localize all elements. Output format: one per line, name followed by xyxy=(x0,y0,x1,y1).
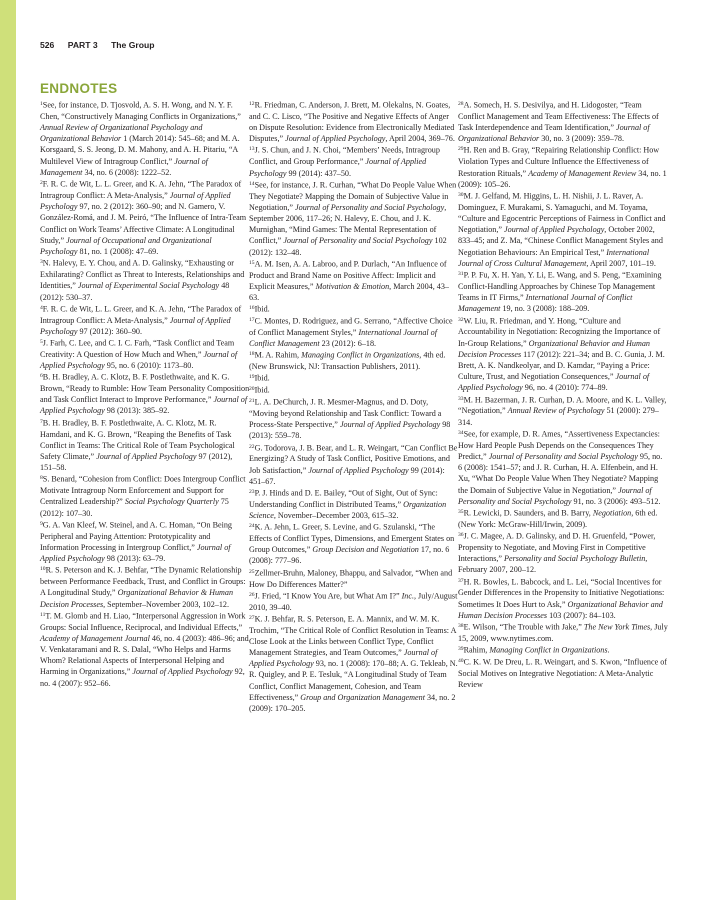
endnote xyxy=(458,144,668,189)
citation-text: F. R. C. de Wit, L. L. Greer, and K. A. Jehn, “The Paradox of Intragroup Conflict: A Meta-Analysis,” xyxy=(40,304,242,325)
citation-text: 1 (March 2014): 545–68; and M. A. Korsgaard, S. S. Jeong, D. M. Mahony, and A. H. Pitariu, “A Multilevel View of Intragroup Conflict,” xyxy=(40,134,240,166)
accent-bar xyxy=(0,0,16,900)
citation-title: Journal of Applied Psychology xyxy=(40,395,248,416)
citation-title: Journal of Applied Psychology xyxy=(96,451,197,461)
citation-text: J. Farh, C. Lee, and C. I. C. Farh, “Task Conflict and Team Creativity: A Question of How Much and When,” xyxy=(40,338,235,359)
citation-text: R. Friedman, C. Anderson, J. Brett, M. Olekalns, N. Goates, and C. C. Lisco, “The Positive and Negative Effects of Anger on Dispute Resolution: Evidence from Electronically Mediated Disputes,” xyxy=(249,100,455,144)
citation-text: 34, no. 2 (2009): 170–205. xyxy=(249,692,456,714)
endnote-number: 25 xyxy=(249,568,255,575)
citation-text: 46, no. 4 (2003): 486–96; and V. Venkataramani and R. S. Dalal, “Who Helps and Harms Whom? Relational Aspects of Interpersonal Helping and Harming in Organizations,” xyxy=(40,633,249,677)
endnote xyxy=(458,315,668,394)
citation-text: 97 (2012), 151–58. xyxy=(40,451,233,473)
page-number: 526 xyxy=(40,40,55,50)
running-header xyxy=(40,40,166,50)
citation-title: Journal of Applied Psychology xyxy=(308,465,409,475)
citation-text: K. J. Behfar, R. S. Peterson, E. A. Mannix, and W. M. K. Trochim, “The Critical Role of Conflict Resolution in Teams: A Close Look at the Links between Conflict Type, Conflict Management Strategies, and Team Outcomes,” xyxy=(249,614,457,657)
endnote xyxy=(249,384,459,396)
citation-text: Zellmer-Bruhn, Maloney, Bhappu, and Salvador, “When and How Do Differences Matter?” xyxy=(249,568,453,589)
endnote xyxy=(249,396,459,441)
endnote xyxy=(249,590,459,613)
citation-title: Organizational Behavior & Human Decision Processes xyxy=(40,588,234,609)
citation-title: Journal of Occupational and Organizational Psychology xyxy=(40,235,212,257)
citation-text: , 4th ed. (New Brunswick, NJ: Transaction Publishers, 2011). xyxy=(249,350,446,372)
endnote xyxy=(458,269,668,314)
citation-text: B. H. Bradley, B. F. Postlethwaite, A. C. Klotz, M. R. Hamdani, and K. G. Brown, “Reaping the Benefits of Task Conflict in Teams: The Critical Role of Team Psychological Safety Climate,” xyxy=(40,418,235,461)
endnote xyxy=(40,610,250,689)
endnote-number: 15 xyxy=(249,259,255,266)
endnote-number: 35 xyxy=(458,509,464,516)
endnote xyxy=(249,144,459,178)
citation-text: P. J. Hinds and D. E. Bailey, “Out of Sight, Out of Sync: Understanding Conflict in Distributed Teams,” xyxy=(249,488,438,509)
citation-title: Annual Review of Organizational Psychology and Organizational Behavior xyxy=(40,123,203,144)
endnote-number: 1 xyxy=(40,101,43,107)
endnote-number: 16 xyxy=(249,305,255,312)
citation-title: Journal of Personality and Social Psychology xyxy=(295,202,445,212)
citation-text: 117 (2012): 221–34; and B. C. Gunia, J. M. Brett, A. K. Nandkeolyar, and D. Kamdar, “Paying a Price: Culture, Trust, and Negotiation Consequences,” xyxy=(458,349,665,382)
endnote-number: 21 xyxy=(249,398,255,405)
citation-title: International Journal of Conflict Management xyxy=(458,293,633,314)
citation-title: Journal of Applied Psychology xyxy=(285,134,386,144)
citation-text: , July/August 2010, 39–40. xyxy=(249,591,458,612)
citation-text: 34, no. 6 (2008): 1222–52. xyxy=(82,167,172,177)
endnote-number: 20 xyxy=(249,386,255,393)
citation-text: See, for instance, J. R. Curhan, “What Do People Value When They Negotiate? Mapping the Domain of Subjective Value in Negotiation,” xyxy=(249,180,457,212)
citation-title: Journal of Applied Psychology xyxy=(249,648,438,669)
endnote xyxy=(249,521,459,566)
endnote xyxy=(458,99,668,144)
citation-text: , 6th ed. (New York: McGraw-Hill/Irwin, 2009). xyxy=(458,508,658,529)
endnote xyxy=(40,417,250,474)
endnote-number: 18 xyxy=(249,351,255,358)
citation-text: M. J. Gelfand, M. Higgins, L. H. Nishii, J. L. Raver, A. Dominguez, F. Murakami, S. Yamaguchi, and M. Toyama, “Culture and Egocentric Perceptions of Fairness in Conflict and Negotiation,” xyxy=(458,191,666,235)
citation-title: Academy of Management Journal xyxy=(40,633,150,643)
citation-text: 95, no. 6 (2008): 1541–57; and J. R. Curhan, H. A. Elfenbein, and H. Xu, “What Do People Value When They Negotiate? Mapping the Domain of Subjective Value in Negotiation,” xyxy=(458,451,663,495)
column-1 xyxy=(40,99,250,689)
endnote xyxy=(249,349,459,372)
citation-text: , July 15, 2009, www.nytimes.com. xyxy=(458,622,668,643)
citation-title: Journal of Personality and Social Psychology xyxy=(283,236,433,246)
endnote xyxy=(40,99,250,178)
citation-text: T. M. Glomb and H. Liao, “Interpersonal Aggression in Work Groups: Social Influence, Reciprocal, and Individual Effects,” xyxy=(40,611,246,632)
citation-text: 75 (2012): 107–30. xyxy=(40,497,229,518)
endnote-number: 11 xyxy=(40,611,46,618)
endnote-number: 9 xyxy=(40,520,43,527)
citation-text: 95, no. 6 (2010): 1173–80. xyxy=(104,361,194,370)
citation-title: Journal of Experimental Social Psychology xyxy=(77,281,220,291)
citation-title: Personality and Social Psychology Bulletin xyxy=(504,554,646,564)
endnote xyxy=(458,190,668,269)
endnote-number: 5 xyxy=(40,338,43,345)
endnote-number: 14 xyxy=(249,180,255,187)
citation-text: , April 2004, 369–76. xyxy=(385,134,455,144)
citation-title: Journal of Management xyxy=(40,156,208,177)
endnote-number: 31 xyxy=(458,271,464,278)
citation-title: Journal of Applied Psychology xyxy=(458,372,650,393)
citation-text: 34, no. 1 (2009): 105–26. xyxy=(458,168,667,189)
citation-text: M. A. Rahim, xyxy=(254,350,302,360)
citation-text: . xyxy=(607,645,610,655)
citation-text: 81, no. 1 (2008): 47–69. xyxy=(77,247,159,257)
citation-text: 92, no. 4 (2007): 952–66. xyxy=(40,667,245,688)
citation-text: 48 (2012): 530–37. xyxy=(40,281,230,302)
endnote xyxy=(249,303,459,315)
endnote-number: 33 xyxy=(458,395,464,402)
citation-text: 19, no. 3 (2008): 188–209. xyxy=(500,304,590,314)
citation-title: Journal of Applied Psychology xyxy=(40,542,231,564)
citation-title: Journal of Organizational Behavior xyxy=(458,123,650,144)
citation-text: 98 (2013): 385–92. xyxy=(104,406,170,416)
citation-text: A. M. Isen, A. A. Labroo, and P. Durlach, “An Influence of Product and Brand Name on Positive Affect: Implicit and Explicit Measures,” xyxy=(249,259,447,291)
citation-title: Journal of Personality and Social Psychology xyxy=(458,485,652,506)
citation-text: 97 (2012): 360–90. xyxy=(77,326,142,336)
citation-title: Managing Conflict in Organizations xyxy=(489,645,608,655)
citation-text: 99 (2014): 437–50. xyxy=(286,168,351,178)
citation-text: , September 2006, 117–26; N. Halevy, E. Chou, and J. K. Murnighan, “Mind Games: The Mental Representation of Conflict,” xyxy=(249,202,447,246)
citation-text: G. A. Van Kleef, W. Steinel, and A. C. Homan, “On Being Peripheral and Paying Attention: Prototypicality and Information Processing in Intergroup Conflict,” xyxy=(40,520,232,552)
endnote xyxy=(40,178,250,257)
part-label: PART 3 xyxy=(67,40,98,50)
endnote-number: 8 xyxy=(40,475,43,482)
citation-text: B. H. Bradley, A. C. Klotz, B. F. Postlethwaite, and K. G. Brown, “Ready to Rumble: How Team Personality Composition and Task Conflict Interact to Improve Performance,” xyxy=(40,372,250,405)
endnote xyxy=(40,564,250,609)
citation-title: Journal of Applied Psychology xyxy=(40,315,231,336)
citation-text: H. R. Bowles, L. Babcock, and L. Lei, “Social Incentives for Gender Differences in the Propensity to Initiative Negotiations: Sometimes It Does Hurt to Ask,” xyxy=(458,577,665,609)
citation-text: , November–December 2003, 615–32. xyxy=(273,511,399,520)
citation-title: Motivation & Emotion xyxy=(315,281,390,291)
citation-text: 99 (2014): 451–67. xyxy=(249,465,445,486)
endnote-number: 40 xyxy=(458,657,464,664)
citation-text: 91, no. 3 (2006): 493–512. xyxy=(571,496,661,506)
citation-text: Ibid. xyxy=(254,385,270,395)
citation-title: The New York Times xyxy=(583,622,651,632)
endnote xyxy=(249,179,459,258)
endnote xyxy=(249,258,459,303)
citation-title: Journal of Applied Psychology xyxy=(132,667,233,677)
endnote xyxy=(458,530,668,575)
column-2 xyxy=(249,99,459,714)
citation-title: Journal of Applied Psychology xyxy=(249,157,427,178)
citation-text: K. A. Jehn, L. Greer, S. Levine, and G. Szulanski, “The Effects of Conflict Types, Dimensions, and Emergent States on Group Outcomes,” xyxy=(249,522,455,555)
citation-text: 97, no. 2 (2012): 360–90; and N. Gamero, V. González-Romá, and J. M. Peiró, “The Influence of Intra-Team Conflict on Work Teams’ Affective Climate: A Longitudinal Study,” xyxy=(40,202,247,245)
endnote xyxy=(458,656,668,690)
citation-text: Ibid. xyxy=(254,374,270,383)
endnote xyxy=(249,99,459,144)
citation-title: Academy of Management Review xyxy=(528,168,637,178)
endnote-number: 29 xyxy=(458,146,464,153)
citation-text: J. S. Chun, and J. N. Choi, “Members’ Needs, Intragroup Conflict, and Group Performance,” xyxy=(249,146,440,167)
column-3 xyxy=(458,99,668,690)
endnote xyxy=(249,315,459,349)
citation-text: C. Montes, D. Rodriguez, and G. Serrano, “Affective Choice of Conflict Management Styles,” xyxy=(249,316,453,337)
citation-text: F. R. C. de Wit, L. L. Greer, and K. A. Jehn, “The Paradox of Intragroup Conflict: A Meta-Analysis,” xyxy=(40,179,242,200)
endnote-number: 27 xyxy=(249,614,255,621)
endnote-number: 13 xyxy=(249,146,255,153)
endnote xyxy=(458,507,668,530)
citation-text: G. Todorova, J. B. Bear, and L. R. Weingart, “Can Conflict Be Energizing? A Study of Task Conflict, Positive Emotions, and Job Satisfaction,” xyxy=(249,443,458,475)
citation-title: Social Psychology Quarterly xyxy=(124,497,219,507)
citation-text: N. Halevy, E. Y. Chou, and A. D. Galinsky, “Exhausting or Exhilarating? Conflict as Threat to Interests, Relationships and Identities,” xyxy=(40,258,245,291)
citation-text: 23 (2012): 6–18. xyxy=(319,339,377,349)
citation-text: See, for example, D. R. Ames, “Assertiveness Expectancies: How Hard People Push Depends on the Consequences They Predict,” xyxy=(458,429,660,461)
citation-text: W. Liu, R. Friedman, and Y. Hong, “Culture and Accountability in Negotiation: Recognizing the Importance of In-Group Relations,” xyxy=(458,316,661,348)
citation-text: , March 2004, 43–63. xyxy=(249,281,449,303)
citation-title: Managing Conflict in Organizations xyxy=(301,350,420,360)
citation-text: , April 2007, 101–19. xyxy=(586,258,656,268)
endnote xyxy=(458,644,668,656)
citation-title: International Journal of Cross Cultural Management xyxy=(458,247,650,268)
citation-text: , February 2007, 200–12. xyxy=(458,554,648,575)
citation-title: Annual Review of Psychology xyxy=(507,406,605,416)
endnote xyxy=(458,621,668,644)
endnote xyxy=(40,371,250,416)
endnote-number: 10 xyxy=(40,566,46,573)
citation-title: Journal of Applied Psychology xyxy=(339,420,441,430)
endnote-number: 12 xyxy=(249,101,255,107)
citation-title: Group Decision and Negotiation xyxy=(312,545,419,555)
citation-text: , September–November 2003, 102–12. xyxy=(103,599,230,609)
part-title: The Group xyxy=(111,40,155,50)
citation-text: See, for instance, D. Tjosvold, A. S. H. Wong, and N. Y. F. Chen, “Constructively Managing Conflicts in Organizations,” xyxy=(40,100,241,121)
endnote-number: 19 xyxy=(249,374,255,381)
endnote-number: 28 xyxy=(458,101,464,107)
endnote-number: 34 xyxy=(458,429,464,436)
endnote xyxy=(458,394,668,428)
citation-text: J. C. Magee, A. D. Galinsky, and D. H. Gruenfeld, “Power, Propensity to Negotiate, and Moving First in Competitive Interactions,” xyxy=(458,531,656,564)
endnote xyxy=(40,519,250,564)
endnote-number: 32 xyxy=(458,316,464,323)
citation-text: H. Ren and B. Gray, “Repairing Relationship Conflict: How Violation Types and Culture Influence the Effectiveness of Restoration Rituals,” xyxy=(458,146,660,178)
citation-text: , October 2002, 833–45; and Z. Ma, “Chinese Conflict Management Styles and Negotiation Behaviours: An Empirical Test,” xyxy=(458,225,663,257)
citation-text: Ibid. xyxy=(254,304,270,314)
endnote xyxy=(249,487,459,521)
citation-title: Negotiation xyxy=(592,508,632,518)
citation-title: Journal of Applied Psychology xyxy=(504,225,605,235)
citation-text: R. S. Peterson and K. J. Behfar, “The Dynamic Relationship between Performance Feedback, Trust, and Conflict in Groups: A Longitudinal Study,” xyxy=(40,565,246,598)
citation-text: 51 (2000): 279–314. xyxy=(458,406,659,427)
citation-text: Rahim, xyxy=(463,645,490,655)
endnote-number: 4 xyxy=(40,304,43,311)
endnote xyxy=(249,442,459,487)
citation-title: Journal of Personality and Social Psychology xyxy=(488,451,638,461)
endnote xyxy=(40,257,250,302)
citation-text: P. P. Fu, X. H. Yan, Y. Li, E. Wang, and S. Peng, “Examining Conflict-Handling Approaches by Chinese Top Management Teams in IT Firms,” xyxy=(458,270,662,303)
endnote xyxy=(40,337,250,371)
endnote xyxy=(40,303,250,337)
endnote-number: 7 xyxy=(40,418,43,425)
endnote-number: 22 xyxy=(249,443,255,450)
citation-text: 30, no. 3 (2009): 359–78. xyxy=(539,134,625,144)
endnote-number: 38 xyxy=(458,623,464,629)
citation-title: Group and Organization Management xyxy=(300,692,425,702)
endnote-number: 30 xyxy=(458,191,464,198)
citation-text: 93, no. 1 (2008): 170–88; A. G. Tekleab, N. R. Quigley, and P. E. Tesluk, “A Longitudinal Study of Team Conflict, Conflict Management, Cohesion, and Team Effectiveness,” xyxy=(249,659,458,702)
endnote-number: 37 xyxy=(458,577,464,584)
citation-text: 96, no. 4 (2010): 774–89. xyxy=(522,383,608,393)
citation-text: 98 (2013): 63–79. xyxy=(104,554,166,564)
endnote xyxy=(458,576,668,621)
citation-text: C. K. W. De Dreu, L. R. Weingart, and S. Kwon, “Influence of Social Motives on Integrative Negotiation: A Meta-Analytic Review xyxy=(458,657,667,689)
citation-text: J. Fried, “I Know You Are, but What Am I?” xyxy=(254,591,402,601)
endnote-number: 23 xyxy=(249,488,255,495)
citation-title: Organizational Behavior and Human Decision Processes xyxy=(458,599,663,620)
endnote-number: 39 xyxy=(458,646,464,653)
citation-text: E. Wilson, “The Trouble with Jake,” xyxy=(463,622,584,632)
endnote xyxy=(40,473,250,518)
citation-text: S. Benard, “Cohesion from Conflict: Does Intergroup Conflict Motivate Intragroup Norm Enforcement and Support for Centralized Leadership?” xyxy=(40,474,246,507)
citation-title: Inc. xyxy=(401,591,414,601)
citation-title: Journal of Applied Psychology xyxy=(40,190,231,212)
endnote-number: 26 xyxy=(249,591,255,598)
endnote-number: 17 xyxy=(249,317,255,324)
endnote-number: 2 xyxy=(40,180,43,187)
citation-title: International Journal of Conflict Management xyxy=(249,327,437,349)
citation-text: A. Somech, H. S. Desivilya, and H. Lidogoster, “Team Conflict Management and Team Effectiveness: The Effects of Task Interdependence and Team Identification,” xyxy=(458,100,659,133)
citation-text: 17, no. 6 (2008): 777–96. xyxy=(249,545,450,566)
citation-text: 98 (2013): 559–78. xyxy=(249,420,451,441)
endnote-number: 24 xyxy=(249,523,255,530)
citation-text: 103 (2007): 84–103. xyxy=(547,610,616,620)
endnote xyxy=(249,372,459,384)
citation-title: Organizational Behavior and Human Decision Processes xyxy=(458,338,650,359)
endnote-number: 6 xyxy=(40,373,43,380)
citation-text: L. A. DeChurch, J. R. Mesmer-Magnus, and D. Doty, “Moving beyond Relationship and Task Conflict: Toward a Process-State Perspective,” xyxy=(249,397,442,430)
endnote-number: 36 xyxy=(458,532,464,539)
section-title: ENDNOTES xyxy=(40,81,118,96)
citation-title: Journal of Applied Psychology xyxy=(40,349,238,370)
citation-text: R. Lewicki, D. Saunders, and B. Barry, xyxy=(463,508,593,518)
endnote xyxy=(249,613,459,715)
citation-text: 102 (2012): 132–48. xyxy=(249,236,447,257)
citation-title: Organization Science xyxy=(249,499,447,520)
citation-text: M. H. Bazerman, J. R. Curhan, D. A. Moore, and K. L. Valley, “Negotiation,” xyxy=(458,395,667,416)
endnote xyxy=(458,428,668,507)
endnote xyxy=(249,567,459,590)
endnote-number: 3 xyxy=(40,259,43,266)
